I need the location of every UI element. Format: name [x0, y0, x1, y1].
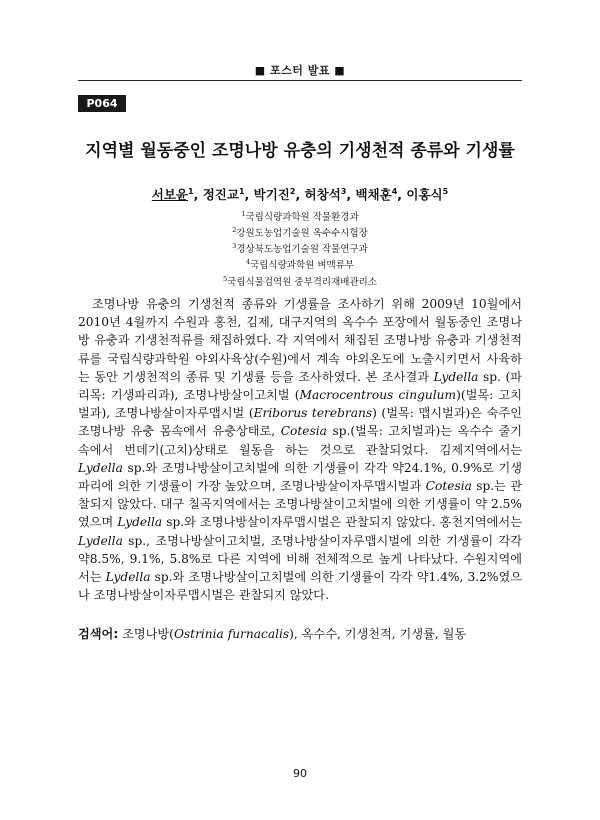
affiliation-item: $^2$강원도농업기술원 옥수수시험장	[232, 226, 368, 240]
author-name: 서보윤	[151, 187, 189, 202]
author-name: 박기진	[253, 187, 290, 202]
author-name: 이홍식	[406, 187, 443, 202]
author-separator: ,	[193, 187, 199, 202]
author-affil-mark: 1	[238, 186, 245, 196]
header-divider	[78, 80, 522, 81]
author-separator: ,	[295, 187, 301, 202]
affiliation-item: $^4$국립식량과학원 벼맥류부	[245, 258, 355, 272]
page-number: 90	[293, 767, 307, 780]
affiliation-list	[0, 208, 600, 289]
author-affil-mark: 1	[188, 186, 194, 196]
section-header: ■ 포스터 발표 ■	[254, 64, 346, 77]
author-name: 허창석	[304, 187, 341, 202]
author-affil-mark: 5	[442, 186, 449, 196]
author-separator: ,	[346, 187, 352, 202]
author-name: 백채훈	[355, 187, 392, 202]
affiliation-item: $^3$경상북도농업기술원 작물연구과	[232, 242, 368, 256]
paper-title: 지역별 월동중인 조명나방 유충의 기생천적 종류와 기생률	[85, 141, 515, 161]
author-affil-mark: 4	[391, 186, 398, 196]
author-name: 정진교	[202, 187, 239, 202]
author-list	[0, 185, 600, 203]
keywords-label: 검색어:	[78, 627, 119, 641]
author-separator: ,	[397, 187, 403, 202]
abstract-paragraph: 조명나방 유충의 기생천적 종류와 기생률을 조사하기 위해 2009년 10월에서 2010년 4월까지 수원과 홍천, 김제, 대구지역의 옥수수 포장에서 월동중인 조명나방 유충과 기생천적류를 채집하였다. 각 지역에서 채집된 조명나방 유충과 기생천적류를 국립식량과학원 야외사육상(수원)에서 계속 야외온도에 노출시키면서 사육하는 동안 기생천적의 종류 및 기생률 등을 조사하였다. 본 조사결과 Lydella sp. (파리목: 기생파리과), 조명나방살이고치벌 (Macrocentrous cingulum)(벌목: 고치벌과), 조명나방살이자루맵시벌 (Eriborus terebrans) (벌목: 맵시벌과)은 숙주인 조명나방 유충 몸속에서 유충상태로, Cotesia sp.(벌목: 고치벌과)는 옥수수 줄기 속에서 번데기(고치)상태로 월동을 하는 것으로 관찰되었다. 김제지역에서는 Lydella sp.와 조명나방살이고치벌에 의한 기생률이 각각 약24.1%, 0.9%로 기생파리에 의한 기생률이 가장 높았으며, 조명나방살이자루맵시벌과 Cotesia sp.는 관찰되지 않았다. 대구 칠곡지역에서는 조명나방살이고치벌에 의한 기생률이 약 2.5%였으며 Lydella sp.와 조명나방살이자루맵시벌은 관찰되지 않았다. 홍천지역에서는 Lydella sp., 조명나방살이고치벌, 조명나방살이자루맵시벌에 의한 기생률이 각각 약8.5%, 9.1%, 5.8%로 다른 지역에 비해 전체적으로 높게 나타났다. 수원지역에서는 Lydella sp.와 조명나방살이고치벌에 의한 기생률이 각각 약1.4%, 3.2%였으나 조명나방살이자루맵시벌은 관찰되지 않았다.	[78, 297, 522, 603]
author-affil-mark: 3	[340, 186, 347, 196]
affiliation-item: $^1$국립식량과학원 작물환경과	[241, 210, 359, 224]
affiliation-item: $^5$국립식물검역원 중부격리재배관리소	[223, 274, 377, 288]
author-affil-mark: 2	[289, 186, 296, 196]
poster-id-badge: P064	[78, 95, 126, 112]
keywords-line: 검색어: 조명나방(Ostrinia furnacalis), 옥수수, 기생천적, 기생률, 월동	[78, 627, 467, 641]
author-separator: ,	[244, 187, 250, 202]
